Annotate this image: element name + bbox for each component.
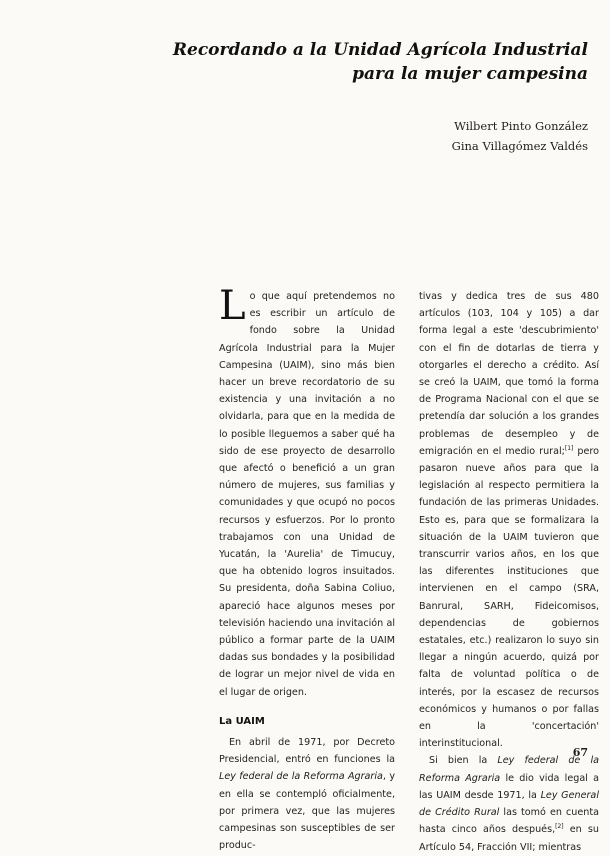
page-number: 67 <box>572 746 588 759</box>
footnote-ref: [2] <box>555 823 564 831</box>
author-name: Gina Villagómez Valdés <box>451 139 588 153</box>
author-name: Wilbert Pinto González <box>454 119 588 133</box>
footnote-ref: [1] <box>564 444 574 452</box>
title-line-2: para la mujer campesina <box>352 64 588 84</box>
section-paragraph: En abril de 1971, por Decreto Presidencial, entró en funciones la Ley federal de la Reforma Agraria, y en ella se contempló oficialmente, por primera vez, que las mujeres campesinas son susceptibles de ser produc- <box>219 737 395 852</box>
left-column <box>219 283 395 855</box>
intro-paragraph <box>219 283 395 701</box>
body-paragraph: Si bien la Ley federal de la Reforma Agraria le dio vida legal a las UAIM desde 1971, la Ley General de Crédito Rural las tomó en cuenta hasta cinco años después,[2] en su Artículo 54, Fracción VII; mientras <box>419 755 600 853</box>
law-title: Ley federal de la Reforma Agraria <box>419 755 599 784</box>
law-title: Ley federal de la Reforma Agraria <box>219 771 383 783</box>
right-column <box>419 288 599 856</box>
section-heading: La UAIM <box>219 715 265 727</box>
law-title: Ley General de Crédito Rural <box>419 789 599 819</box>
title-line-1: Recordando a la Unidad Agrícola Industrial <box>172 40 588 60</box>
continued-paragraph: tivas y dedica tres de sus 480 artículos (103, 104 y 105) a dar forma legal a este 'descubrimiento' con el fin de dotarlas de tierra y otorgarles el derecho a crédito. Así se creó la UAIM, que tomó la forma de Programa Nacional con el que se pretendía dar solución a los grandes problemas de desempleo y de emigración en el medio rural;[1] pero pasaron nueve años para que la legislación al respecto permitiera la fundación de las primeras Unidades. Esto es, para que se formalizara la situación de la UAIM tuvieron que transcurrir varios años, en los que las diferentes instituciones que intervienen en el campo (SRA, Banrural, SARH, Fideicomisos, dependencias de gobiernos estatales, etc.) realizaron lo suyo sin llegar a ningún acuerdo, quizá por falta de voluntad política o de interés, por la escasez de recursos económicos y humanos o por fallas en la 'concertación' interinstitucional. <box>419 291 599 750</box>
author-list <box>452 116 588 156</box>
article-title <box>173 38 588 86</box>
intro-text: o que aquí pretendemos no es escribir un artículo de fondo sobre la Unidad Agrícola Industrial para la Mujer Campesina (UAIM), sino más bien hacer un breve recordatorio de su existencia y una invitación a no olvidarla, para que en la medida de lo posible lleguemos a saber qué ha sido de ese proyecto de desarrollo que afectó o benefició a un gran número de mujeres, sus familias y comunidades y que ocupó no pocos recursos y esfuerzos. Por lo pronto trabajamos con una Unidad de Yucatán, la 'Aurelia' de Timucuy, que ha obtenido logros insuitados. Su presidenta, doña Sabina Coliuo, apareció hace algunos meses por televisión haciendo una invitación al público a formar parte de la UAIM dadas sus bondades y la posibilidad de lograr un mejor nivel de vida en el lugar de origen. <box>219 291 395 698</box>
drop-cap: L <box>219 283 246 329</box>
